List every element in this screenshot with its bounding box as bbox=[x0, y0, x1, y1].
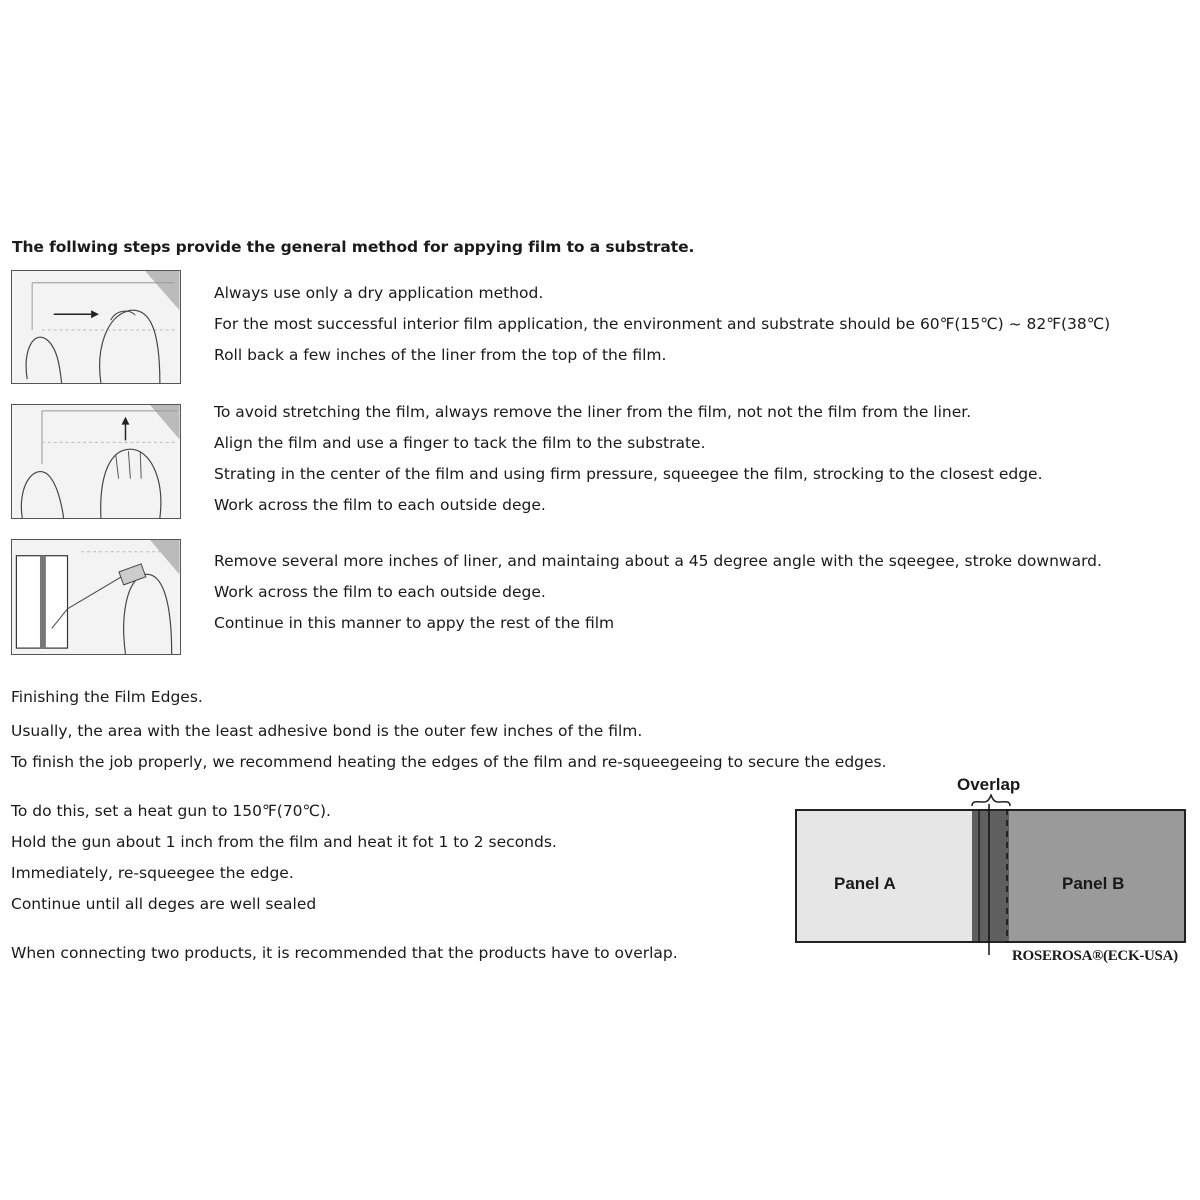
step-3-illustration bbox=[11, 539, 181, 655]
panel-a-label: Panel A bbox=[834, 874, 896, 893]
step-line: Work across the film to each outside dege. bbox=[214, 583, 546, 601]
finishing-procedure bbox=[11, 796, 557, 920]
step-line: For the most successful interior film application, the environment and substrate should be 60℉(15℃) ~ 82℉(38℃) bbox=[214, 315, 1111, 333]
panel-b-label: Panel B bbox=[1062, 874, 1125, 893]
paragraph-line: Usually, the area with the least adhesive bond is the outer few inches of the film. bbox=[11, 722, 643, 740]
step-line: Always use only a dry application method. bbox=[214, 284, 544, 302]
overlap-note bbox=[11, 938, 678, 969]
page-heading: The follwing steps provide the general method for appying film to a substrate. bbox=[12, 238, 695, 256]
paragraph-line: To finish the job properly, we recommend heating the edges of the film and re-squeegeeing to secure the edges. bbox=[11, 753, 887, 771]
overlap-label: Overlap bbox=[957, 775, 1021, 794]
hands-peeling-liner-illustration bbox=[12, 271, 180, 383]
paragraph-line: Hold the gun about 1 inch from the film and heat it fot 1 to 2 seconds. bbox=[11, 833, 557, 851]
paragraph-line: Continue until all deges are well sealed bbox=[11, 895, 317, 913]
brand-label: ROSEROSA®(ECK-USA) bbox=[1012, 948, 1178, 964]
step-line: Strating in the center of the film and using firm pressure, squeegee the film, strocking to the closest edge. bbox=[214, 465, 1043, 483]
step-line: Work across the film to each outside dege. bbox=[214, 496, 546, 514]
step-line: Remove several more inches of liner, and maintaing about a 45 degree angle with the sqeegee, stroke downward. bbox=[214, 552, 1102, 570]
paragraph-line: Immediately, re-squeegee the edge. bbox=[11, 864, 294, 882]
step-line: To avoid stretching the film, always remove the liner from the film, not not the film from the liner. bbox=[214, 403, 972, 421]
step-line: Roll back a few inches of the liner from the top of the film. bbox=[214, 346, 667, 364]
squeegee-stroke-illustration bbox=[12, 540, 180, 654]
finishing-intro bbox=[11, 716, 887, 778]
paragraph-line: When connecting two products, it is recommended that the products have to overlap. bbox=[11, 944, 678, 962]
finger-tack-film-illustration bbox=[12, 405, 180, 518]
step-1-illustration bbox=[11, 270, 181, 384]
step-line: Continue in this manner to appy the rest of the film bbox=[214, 614, 615, 632]
paragraph-line: To do this, set a heat gun to 150℉(70℃). bbox=[11, 802, 331, 820]
step-2-illustration bbox=[11, 404, 181, 519]
step-line: Align the film and use a finger to tack the film to the substrate. bbox=[214, 434, 706, 452]
step-1-text bbox=[214, 278, 1110, 371]
finishing-title: Finishing the Film Edges. bbox=[11, 688, 203, 706]
step-3-text bbox=[214, 546, 1102, 639]
overlap-seam-lines bbox=[970, 800, 1012, 960]
step-2-text bbox=[214, 397, 1043, 521]
